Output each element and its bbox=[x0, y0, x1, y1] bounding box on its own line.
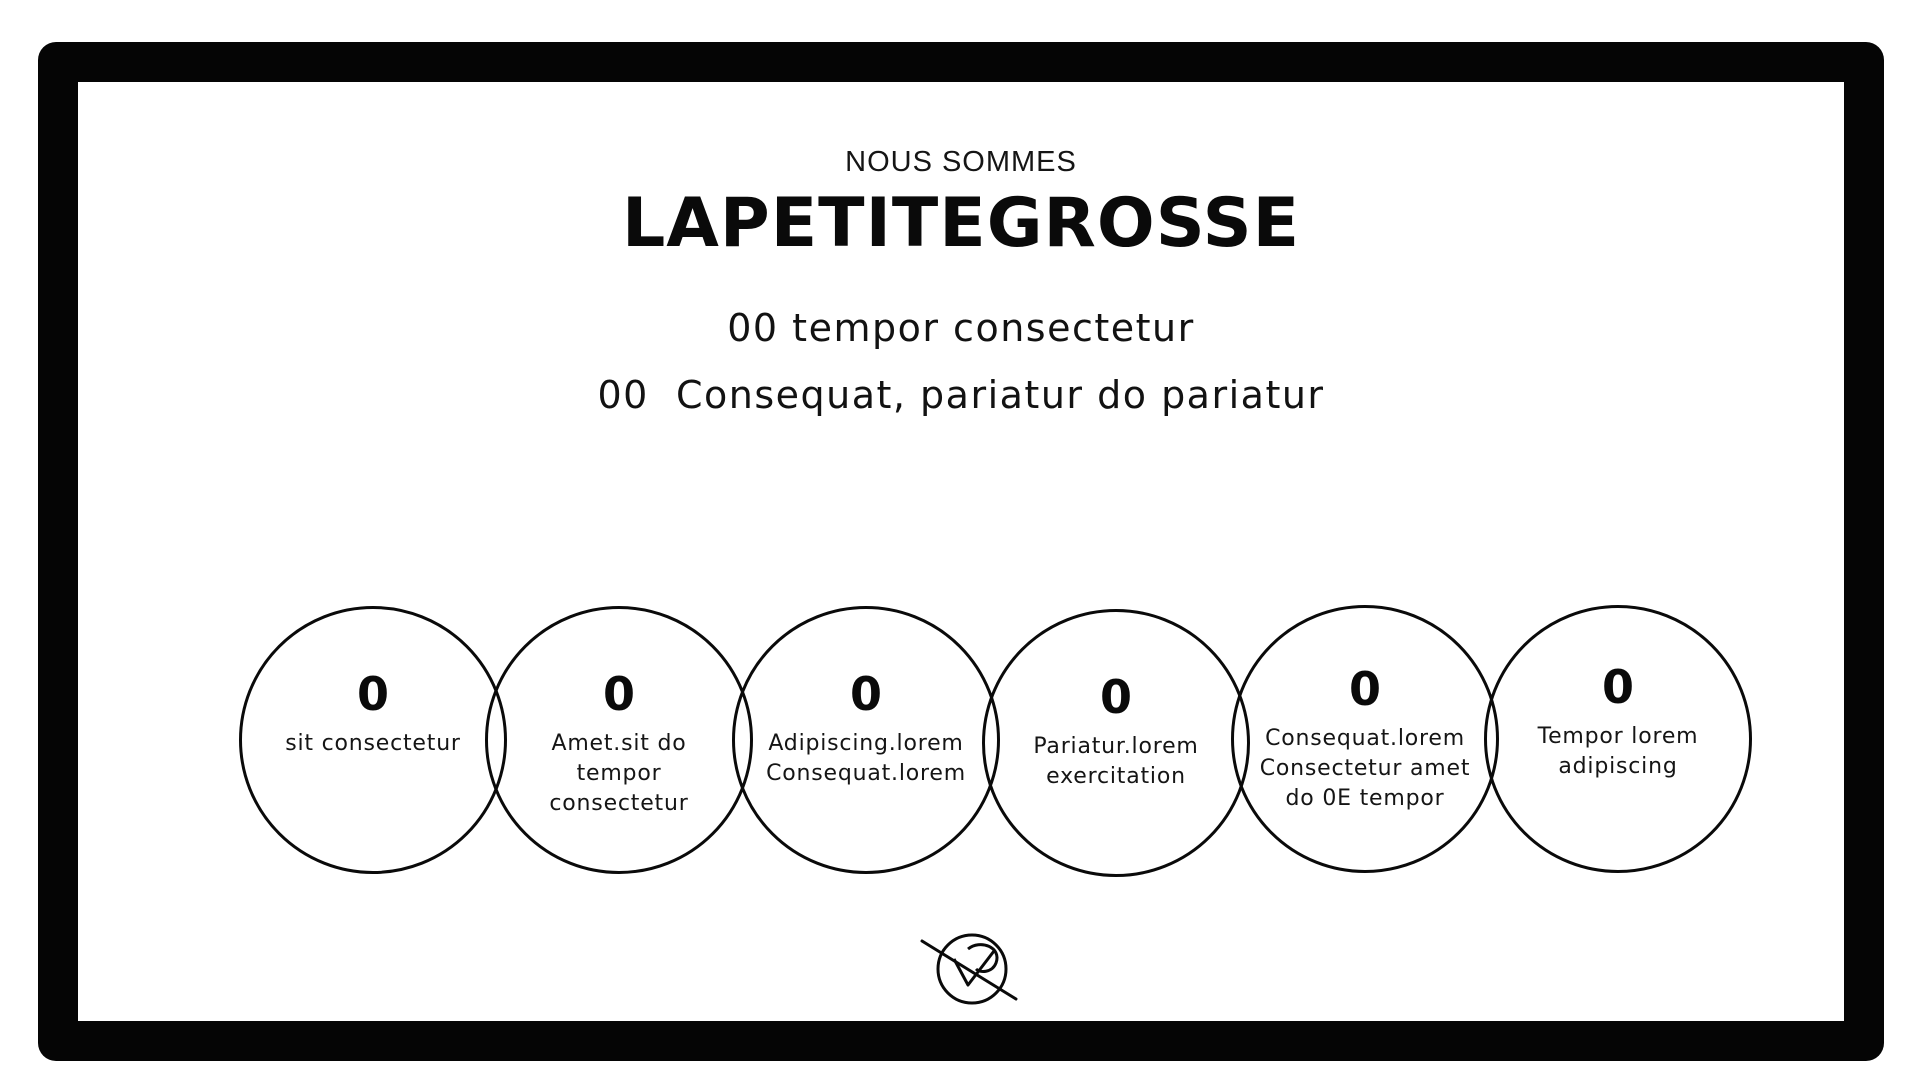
slide-frame bbox=[38, 42, 1884, 1061]
stat-circle-label: Amet.sit do tempor consectetur bbox=[549, 731, 689, 816]
stat-circle-5 bbox=[1231, 605, 1499, 873]
stat-circle-label: Pariatur.lorem exercitation bbox=[1033, 734, 1199, 789]
slide-canvas bbox=[78, 82, 1844, 1021]
stat-circle-4 bbox=[982, 609, 1250, 877]
stat-circle-label: Tempor lorem adipiscing bbox=[1537, 724, 1699, 779]
stat-line-2: 00 Consequat, pariatur do pariatur bbox=[597, 373, 1325, 417]
stat-circle-number: 0 bbox=[356, 667, 389, 721]
stat-circle-2 bbox=[485, 606, 753, 874]
stat-circle-label: Consequat.lorem Consectetur amet do 0E tempor bbox=[1259, 726, 1471, 811]
stat-circle-1 bbox=[239, 606, 507, 874]
brand-logo-icon bbox=[920, 929, 1020, 1009]
stat-circle-number: 0 bbox=[1099, 670, 1132, 724]
stat-circle-label: sit consectetur bbox=[285, 731, 461, 756]
stat-circle-label: Adipiscing.lorem Consequat.lorem bbox=[766, 731, 966, 786]
slide-title: LAPETITEGROSSE bbox=[621, 184, 1301, 263]
stat-circle-number: 0 bbox=[1601, 660, 1634, 714]
stat-circle-number: 0 bbox=[1348, 662, 1381, 716]
stat-circle-6 bbox=[1484, 605, 1752, 873]
slide-eyebrow: NOUS SOMMES bbox=[845, 146, 1077, 178]
stat-line-1: 00 tempor consectetur bbox=[727, 306, 1195, 350]
stat-circle-3 bbox=[732, 606, 1000, 874]
stat-circle-number: 0 bbox=[849, 667, 882, 721]
stat-circle-number: 0 bbox=[602, 667, 635, 721]
